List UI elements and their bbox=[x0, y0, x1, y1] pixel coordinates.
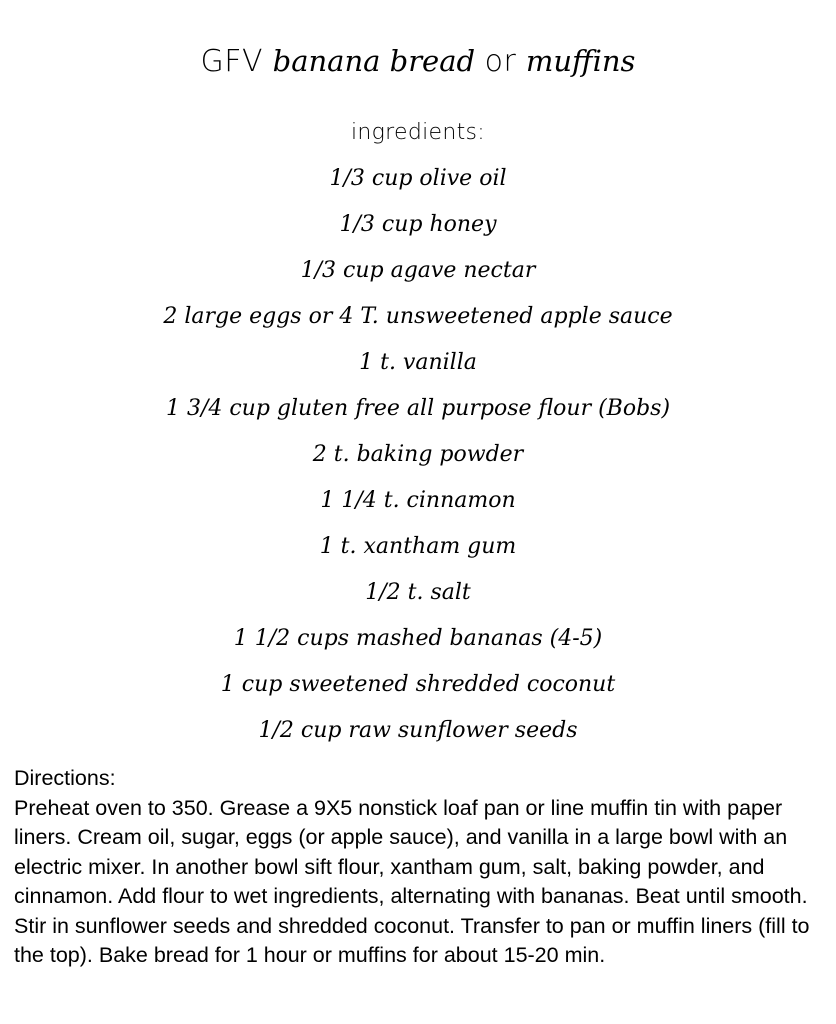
ingredient-item: 1/2 t. salt bbox=[365, 580, 471, 605]
ingredients-heading: ingredients: bbox=[350, 120, 485, 145]
ingredient-item: 1/2 cup raw sunflower seeds bbox=[258, 718, 578, 743]
ingredient-item: 1 3/4 cup gluten free all purpose flour (Bobs) bbox=[165, 396, 671, 421]
ingredient-item: 1/3 cup agave nectar bbox=[300, 258, 536, 283]
title-prefix: GFV bbox=[200, 44, 264, 79]
ingredient-item: 1 1/2 cups mashed bananas (4-5) bbox=[233, 626, 603, 651]
title-dish: banana bread bbox=[272, 44, 476, 78]
title-alt-dish: muffins bbox=[525, 44, 636, 78]
ingredients-list bbox=[0, 156, 836, 754]
directions-body: Preheat oven to 350. Grease a 9X5 nonstick loaf pan or line muffin tin with paper liners. Cream oil, sugar, eggs (or apple sauce), and vanilla in a large bowl with an electric mixer. In another bowl sift flour, xantham gum, salt, baking powder, and cinnamon. Add flour to wet ingredients, alternating with bananas. Beat until smooth. Stir in sunflower seeds and shredded coconut. Transfer to pan or muffin liners (fill to the top). Bake bread for 1 hour or muffins for about 15-20 min. bbox=[14, 795, 810, 967]
directions-heading: Directions: bbox=[14, 766, 116, 790]
ingredient-item: 1 t. vanilla bbox=[359, 350, 477, 375]
ingredient-item: 1 1/4 t. cinnamon bbox=[320, 488, 516, 513]
ingredient-item: 1/3 cup olive oil bbox=[329, 166, 507, 191]
ingredient-item: 2 large eggs or 4 T. unsweetened apple sauce bbox=[163, 304, 673, 329]
title-conjunction: or bbox=[484, 44, 517, 79]
ingredient-item: 1/3 cup honey bbox=[339, 212, 497, 237]
recipe-title bbox=[0, 40, 836, 83]
ingredient-item: 1 cup sweetened shredded coconut bbox=[220, 672, 616, 697]
ingredient-item: 2 t. baking powder bbox=[312, 442, 524, 467]
ingredient-item: 1 t. xantham gum bbox=[319, 534, 517, 559]
directions-section bbox=[14, 764, 820, 971]
